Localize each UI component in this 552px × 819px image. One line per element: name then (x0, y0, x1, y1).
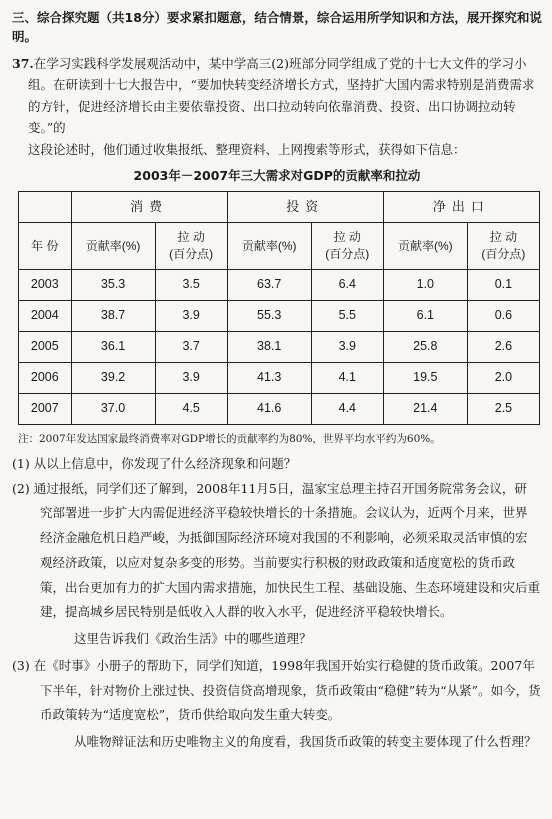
sub-question-line: 策，出台更加有力的扩大国内需求措施，加快民生工程、基础设施、生态环境建设和灾后重 (40, 579, 541, 595)
section-title: 三、综合探究题（共18分）要求紧扣题意，结合情景，综合运用所学知识和方法，展开探究和说明。 (12, 10, 542, 45)
table-cell: 41.6 (227, 393, 311, 424)
table-cell: 3.7 (155, 331, 227, 362)
table-cell: 55.3 (227, 300, 311, 331)
sub-question-line: (1) 从以上信息中，你发现了什么经济现象和问题？ (12, 455, 297, 471)
table-cell: 2.0 (467, 362, 539, 393)
table-cell: 4.5 (155, 393, 227, 424)
sub-question-line: 币政策转为“适度宽松”，货币供给取向发生重大转变。 (40, 707, 341, 723)
sub-question-line: 观经济政策，以应对复杂多变的形势。当前要实行积极的财政政策和适度宽松的货币政 (40, 554, 516, 570)
sub-question-2 (12, 478, 542, 651)
table-cell: 38.1 (227, 331, 311, 362)
table-cell: 35.3 (71, 269, 155, 300)
sub-question-3 (12, 655, 542, 754)
group-header-consumption: 消费 (71, 191, 227, 222)
sub-question-1 (12, 453, 542, 476)
table-cell: 6.4 (311, 269, 383, 300)
rate-header: 贡献率(%) (71, 222, 155, 269)
sub-question-prompt: 这里告诉我们《政治生活》中的哪些道理？ (74, 631, 312, 647)
question-number: 37. (12, 55, 34, 71)
question-intro-line: 组。在研读到十七大报告中，“要加快转变经济增长方式，坚持扩大国内需求特别是消费需求 (28, 77, 535, 93)
table-cell: 25.8 (383, 331, 467, 362)
table-cell: 19.5 (383, 362, 467, 393)
table-cell: 41.3 (227, 362, 311, 393)
year-cell: 2006 (19, 362, 72, 393)
pull-header: 拉 动 (百分点) (155, 222, 227, 269)
group-header-investment: 投资 (227, 191, 383, 222)
question-intro-line: 这段论述时，他们通过收集报纸、整理资料、上网搜索等形式，获得如下信息： (28, 141, 466, 157)
table-group-header-row (19, 191, 540, 222)
table-row (19, 362, 540, 393)
pull-header: 拉 动 (百分点) (311, 222, 383, 269)
table-cell: 5.5 (311, 300, 383, 331)
table-cell: 1.0 (383, 269, 467, 300)
table-cell: 3.9 (155, 300, 227, 331)
table-cell: 0.6 (467, 300, 539, 331)
sub-question-line: 经济金融危机日趋严峻，为抵御国际经济环境对我国的不利影响，必须采取灵活审慎的宏 (40, 530, 528, 546)
table-cell: 39.2 (71, 362, 155, 393)
sub-question-line: 下半年，针对物价上涨过快、投资信贷高增现象，货币政策由“稳健”转为“从紧”。如今，货 (40, 682, 541, 698)
table-cell: 2.6 (467, 331, 539, 362)
table-cell: 4.4 (311, 393, 383, 424)
table-cell: 37.0 (71, 393, 155, 424)
table-cell: 2.5 (467, 393, 539, 424)
table-sub-header-row (19, 222, 540, 269)
table-cell: 3.9 (311, 331, 383, 362)
table-cell: 6.1 (383, 300, 467, 331)
year-cell: 2007 (19, 393, 72, 424)
table-cell: 3.9 (155, 362, 227, 393)
year-cell: 2003 (19, 269, 72, 300)
table-cell: 36.1 (71, 331, 155, 362)
question-intro-line: 的方针，促进经济增长由主要依靠投资、出口拉动转向依靠消费、投资、出口协调拉动转变。”的 (28, 98, 516, 136)
sub-question-line: (3) 在《时事》小册子的帮助下，同学们知道，1998年我国开始实行稳健的货币政策。2007年 (12, 657, 535, 673)
sub-question-prompt: 从唯物辩证法和历史唯物主义的角度看，我国货币政策的转变主要体现了什么哲理？ (74, 734, 537, 750)
rate-header: 贡献率(%) (227, 222, 311, 269)
table-cell: 4.1 (311, 362, 383, 393)
year-cell: 2004 (19, 300, 72, 331)
table-cell: 38.7 (71, 300, 155, 331)
group-header-net-export: 净出口 (383, 191, 539, 222)
question-intro-line: 37.在学习实践科学发展观活动中，某中学高三(2)班部分同学组成了党的十七大文件的学习小 (12, 55, 527, 71)
pull-header: 拉 动 (百分点) (467, 222, 539, 269)
table-note: 注：2007年发达国家最终消费率对GDP增长的贡献率约为80%，世界平均水平约为60%。 (18, 432, 441, 445)
table-cell: 21.4 (383, 393, 467, 424)
table-row (19, 269, 540, 300)
question-37 (12, 53, 542, 161)
gdp-contribution-table (18, 191, 540, 425)
table-title: 2003年－2007年三大需求对GDP的贡献率和拉动 (133, 168, 421, 184)
sub-question-line: 建，提高城乡居民特别是低收入人群的收入水平，促进经济平稳较快增长。 (40, 604, 453, 620)
rate-header: 贡献率(%) (383, 222, 467, 269)
year-header: 年 份 (19, 222, 72, 269)
table-cell: 0.1 (467, 269, 539, 300)
sub-question-line: 究部署进一步扩大内需促进经济平稳较快增长的十条措施。会议认为，近两个月来，世界 (40, 505, 528, 521)
table-cell: 63.7 (227, 269, 311, 300)
table-row (19, 300, 540, 331)
table-row (19, 393, 540, 424)
year-cell: 2005 (19, 331, 72, 362)
blank-header-cell (19, 191, 72, 222)
table-row (19, 331, 540, 362)
sub-question-label: (3) (12, 657, 30, 673)
table-cell: 3.5 (155, 269, 227, 300)
sub-question-line: (2) 通过报纸，同学们还了解到，2008年11月5日，温家宝总理主持召开国务院常务会议，研 (12, 480, 527, 496)
sub-question-label: (1) (12, 455, 30, 471)
sub-question-label: (2) (12, 480, 30, 496)
